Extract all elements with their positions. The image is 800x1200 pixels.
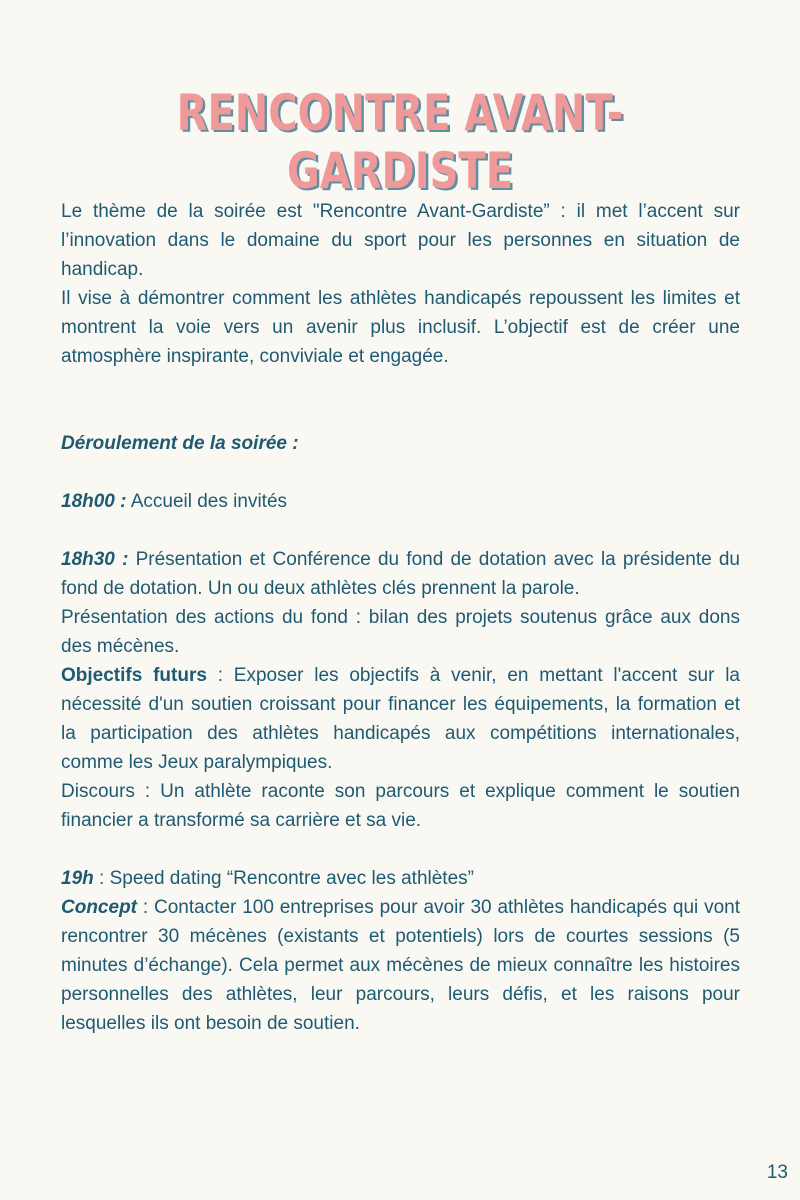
schedule-item-1800 xyxy=(61,487,740,516)
actions-paragraph: Présentation des actions du fond : bilan des projets soutenus grâce aux dons des mécènes. xyxy=(61,607,740,657)
concept-text: : Contacter 100 entreprises pour avoir 30 athlètes handicapés qui vont rencontrer 30 mécènes (existants et potentiels) lors de courtes sessions (5 minutes d’échange). Cela permet aux mécènes de mieux connaître les histoires personnelles des athlètes, leur parcours, leurs défis, et les raisons pour lesquelles ils ont besoin de soutien. xyxy=(61,897,740,1034)
document-body xyxy=(61,197,740,1038)
intro-paragraph-1: Le thème de la soirée est "Rencontre Avant-Gardiste” : il met l’accent sur l’innovation dans le domaine du sport pour les personnes en situation de handicap. xyxy=(61,201,740,280)
concept-label: Concept xyxy=(61,897,137,918)
time-label: 18h00 : xyxy=(61,491,127,512)
concept-paragraph xyxy=(61,893,740,1038)
objectives-text: : Exposer les objectifs à venir, en mettant l'accent sur la nécessité d'un soutien croissant pour financer les équipements, la formation et la participation des athlètes handicapés aux compétitions internationales, comme les Jeux paralympiques. xyxy=(61,665,741,773)
time-label: 19h xyxy=(61,868,94,889)
schedule-text: : Speed dating “Rencontre avec les athlètes” xyxy=(93,868,474,889)
schedule-text: Accueil des invités xyxy=(126,491,288,512)
schedule-item-1900 xyxy=(61,864,740,893)
intro-paragraph-2: Il vise à démontrer comment les athlètes handicapés repoussent les limites et montrent la voie vers un avenir plus inclusif. L’objectif est de créer une atmosphère inspirante, conviviale et engagée. xyxy=(61,288,740,367)
time-label: 18h30 : xyxy=(61,549,129,570)
page-number: 13 xyxy=(766,1162,788,1183)
schedule-text: Présentation et Conférence du fond de dotation avec la présidente du fond de dotation. Un ou deux athlètes clés prennent la parole. xyxy=(61,549,740,599)
page-title: RENCONTRE AVANT-GARDISTE xyxy=(176,84,624,200)
program-heading: Déroulement de la soirée : xyxy=(61,433,299,454)
objectives-paragraph xyxy=(61,661,740,777)
speech-paragraph: Discours : Un athlète raconte son parcours et explique comment le soutien financier a transformé sa carrière et sa vie. xyxy=(61,781,740,831)
objectives-label: Objectifs futurs xyxy=(61,665,207,686)
schedule-item-1830 xyxy=(61,545,740,603)
